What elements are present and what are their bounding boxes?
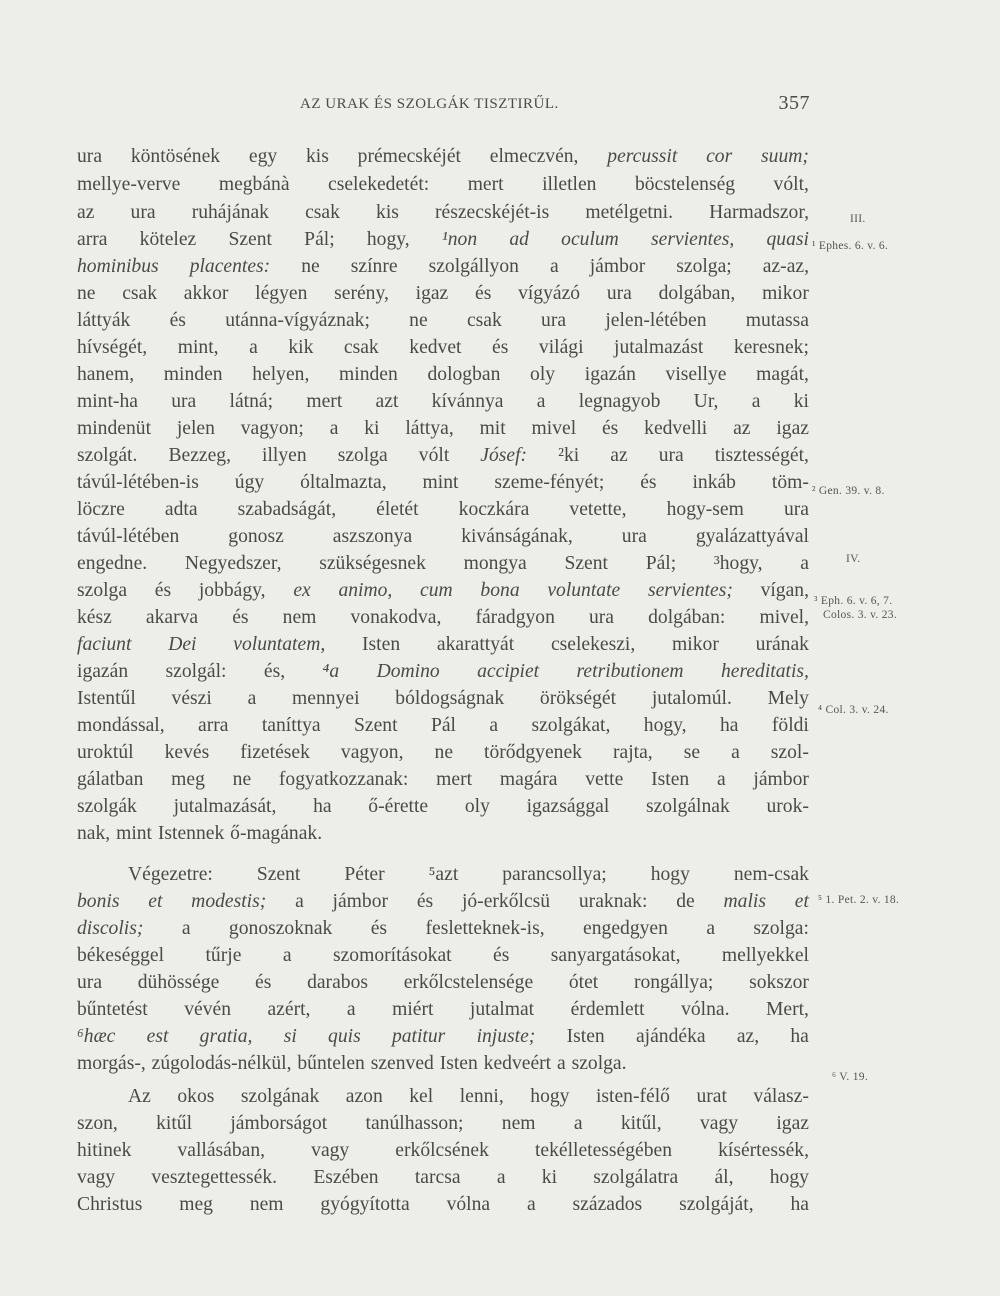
text-line: engedne. Negyedszer, szükségesnek mongya Szent Pál; ³hogy, a bbox=[77, 553, 809, 574]
text-line: arra kötelez Szent Pál; hogy, ¹non ad oculum servientes, quasi bbox=[77, 229, 809, 250]
text-line: távúl-létében-is úgy óltalmazta, mint szeme-fényét; és inkáb töm- bbox=[77, 472, 809, 493]
text-line: morgás-, zúgolodás-nélkül, bűntelen szenved Isten kedveért a szolga. bbox=[77, 1053, 627, 1074]
page-number: 357 bbox=[778, 92, 810, 114]
running-header bbox=[300, 92, 810, 116]
text-line: hitinek vallásában, vagy erkőlcsének tekélletességében kísértessék, bbox=[77, 1140, 809, 1161]
text-line: Christus meg nem gyógyította vólna a százados szolgáját, ha bbox=[77, 1194, 809, 1215]
text-line: uroktúl kevés fizetések vagyon, ne törődgyenek rajta, se a szol- bbox=[77, 742, 809, 763]
text-line: távúl-létében gonosz aszszonya kivánságának, ura gyalázattyával bbox=[77, 526, 809, 547]
text-line: discolis; a gonoszoknak és fesletteknek-is, engedgyen a szolga: bbox=[77, 918, 809, 939]
margin-note: Colos. 3. v. 23. bbox=[823, 609, 898, 621]
running-title: AZ URAK ÉS SZOLGÁK TISZTIRŰL. bbox=[300, 96, 559, 112]
text-line: hanem, minden helyen, minden dologban oly igazán visellye magát, bbox=[77, 364, 809, 385]
text-line: szolgák jutalmazását, ha ő-érette oly igazsággal szolgálnak urok- bbox=[77, 796, 809, 817]
text-line: Végezetre: Szent Péter ⁵azt parancsollya; hogy nem-csak bbox=[128, 864, 809, 885]
text-line: hominibus placentes: ne színre szolgállyon a jámbor szolga; az-az, bbox=[77, 256, 809, 277]
text-line: ne csak akkor légyen serény, igaz és vígyázó ura dolgában, mikor bbox=[77, 283, 809, 304]
text-line: faciunt Dei voluntatem, Isten akarattyát cselekeszi, mikor urának bbox=[77, 634, 809, 655]
text-line: ⁶hæc est gratia, si quis patitur injuste; Isten ajándéka az, ha bbox=[77, 1026, 809, 1047]
text-line: hívségét, mint, a kik csak kedvet és világi jutalmazást keresnek; bbox=[77, 337, 809, 358]
text-line: láttyák és utánna-vígyáznak; ne csak ura jelen-létében mutassa bbox=[77, 310, 809, 331]
text-line: Az okos szolgának azon kel lenni, hogy isten-félő urat válasz- bbox=[128, 1086, 809, 1107]
margin-note: ⁵ 1. Pet. 2. v. 18. bbox=[818, 894, 900, 906]
text-line: kész akarva és nem vonakodva, fáradgyon ura dolgában: mivel, bbox=[77, 607, 809, 628]
text-line: ura köntösének egy kis prémecskéjét elmeczvén, percussit cor suum; bbox=[77, 146, 809, 167]
text-line: mindenüt jelen vagyon; a ki láttya, mit mivel és kedvelli az igaz bbox=[77, 418, 809, 439]
text-line: gálatban meg ne fogyatkozzanak: mert magára vette Isten a jámbor bbox=[77, 769, 809, 790]
margin-note: ⁶ V. 19. bbox=[832, 1071, 869, 1083]
text-line: bűntetést vévén azért, a miért jutalmat érdemlett vólna. Mert, bbox=[77, 999, 809, 1020]
margin-note: IV. bbox=[846, 553, 861, 565]
text-line: mondással, arra taníttya Szent Pál a szolgákat, hogy, ha földi bbox=[77, 715, 809, 736]
margin-note: ³ Eph. 6. v. 6, 7. bbox=[814, 595, 893, 607]
margin-note: III. bbox=[850, 213, 866, 225]
text-line: mellye-verve megbánà cselekedetét: mert illetlen böcstelenség vólt, bbox=[77, 174, 809, 195]
text-line: igazán szolgál: és, ⁴a Domino accipiet retributionem hereditatis, bbox=[77, 661, 809, 682]
text-line: békeséggel tűrje a szomorításokat és sanyargatásokat, mellyekkel bbox=[77, 945, 809, 966]
margin-note: ⁴ Col. 3. v. 24. bbox=[818, 704, 889, 716]
text-line: löczre adta szabadságát, életét koczkára vetette, hogy-sem ura bbox=[77, 499, 809, 520]
text-line: szolgát. Bezzeg, illyen szolga vólt Jósef: ²ki az ura tisztességét, bbox=[77, 445, 809, 466]
margin-note: ¹ Ephes. 6. v. 6. bbox=[812, 240, 889, 252]
text-line: szon, kitűl jámborságot tanúlhasson; nem a kitűl, vagy igaz bbox=[77, 1113, 809, 1134]
text-line: bonis et modestis; a jámbor és jó-erkőlcsü uraknak: de malis et bbox=[77, 891, 809, 912]
text-line: az ura ruhájának csak kis részecskéjét-is metélgetni. Harmadszor, bbox=[77, 202, 809, 223]
text-line: mint-ha ura látná; mert azt kívánnya a legnagyob Ur, a ki bbox=[77, 391, 809, 412]
text-line: nak, mint Istennek ő-magának. bbox=[77, 823, 323, 844]
text-line: Istentűl vészi a mennyei bóldogságnak örökségét jutalomúl. Mely bbox=[77, 688, 809, 709]
text-line: ura dühössége és darabos erkőlcstelensége ótet rongállya; sokszor bbox=[77, 972, 809, 993]
margin-note: ² Gen. 39. v. 8. bbox=[812, 485, 885, 497]
text-line: szolga és jobbágy, ex animo, cum bona voluntate servientes; vígan, bbox=[77, 580, 809, 601]
text-line: vagy vesztegettessék. Eszében tarcsa a ki szolgálatra ál, hogy bbox=[77, 1167, 809, 1188]
